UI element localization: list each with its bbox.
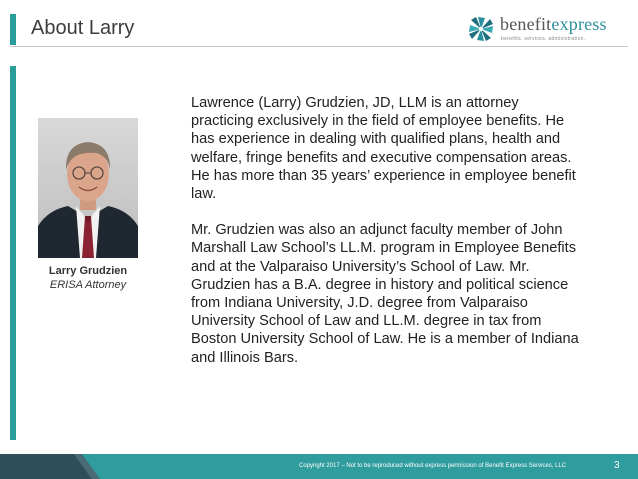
pinwheel-logo-icon: [466, 14, 496, 44]
logo-word-benefit: benefit: [500, 14, 552, 34]
logo-word-express: express: [551, 14, 607, 34]
bio-paragraph-1: Lawrence (Larry) Grudzien, JD, LLM is an attorney practicing exclusively in the field of employee benefits. He has experience in dealing with qualified plans, health and welfare, fringe benefits and executive compensation areas. He has more than 35 years’ experience in employee benefit law.: [191, 95, 576, 203]
title-accent-bar: [10, 14, 16, 45]
portrait-photo: [38, 118, 138, 258]
logo-tagline: benefits. services. administration.: [501, 36, 586, 42]
title-divider: [10, 46, 628, 47]
page-number: 3: [614, 460, 620, 471]
logo-wordmark: [500, 14, 607, 35]
profile-role: ERISA Attorney: [49, 279, 127, 291]
side-accent-bar: [10, 66, 16, 440]
profile-name: Larry Grudzien: [48, 265, 128, 277]
page-title: About Larry: [31, 17, 135, 39]
footer-copyright: Copyright 2017 – Not to be reproduced without express permission of Benefit Express Services, LLC: [299, 463, 567, 469]
bio-text: [191, 94, 581, 385]
bio-paragraph-2: Mr. Grudzien was also an adjunct faculty member of John Marshall Law School’s LL.M. program in Employee Benefits and at the Valparaiso University’s School of Law. Mr. Grudzien has a B.A. degree in history and political science from Indiana University, J.D. degree from Valparaiso University School of Law and LL.M. degree in tax from Boston University School of Law. He is a member of Indiana and Illinois Bars.: [191, 222, 579, 366]
company-logo: [466, 12, 626, 46]
